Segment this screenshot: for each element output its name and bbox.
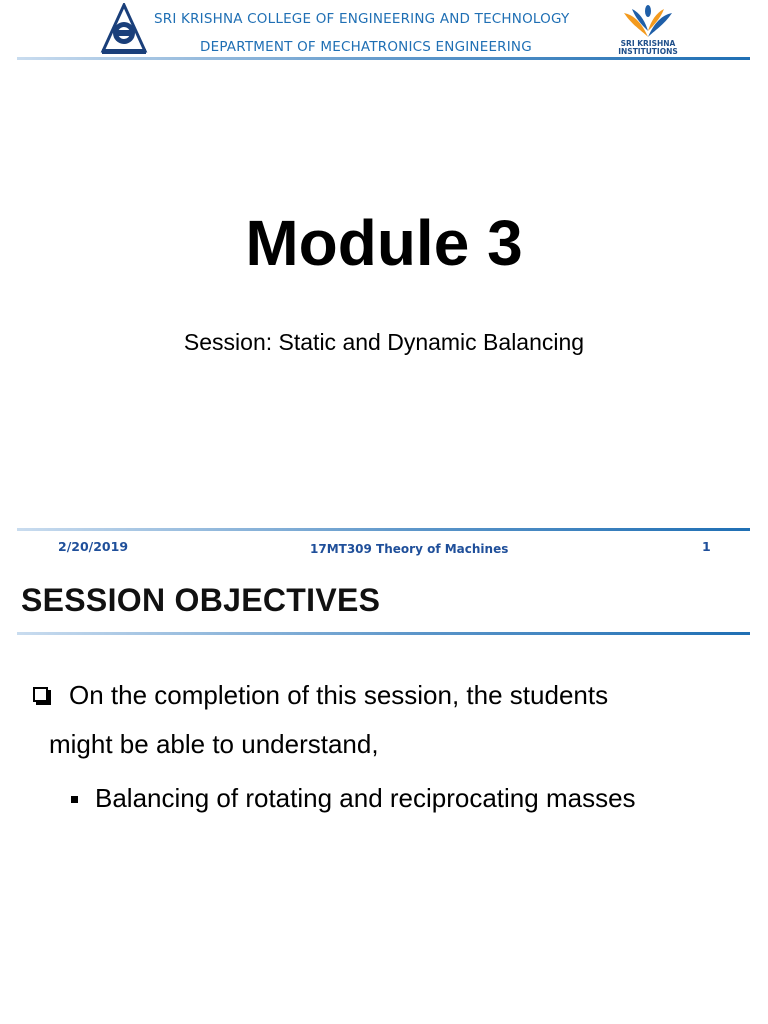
college-name: SRI KRISHNA COLLEGE OF ENGINEERING AND TECHNOLOGY [154, 11, 570, 27]
slide-subtitle: Session: Static and Dynamic Balancing [183, 329, 585, 355]
checkbox-bullet-icon [33, 687, 48, 702]
logo-caption: SRI KRISHNA INSTITUTIONS [618, 39, 678, 56]
header-divider [17, 57, 750, 60]
footer-course: 17MT309 Theory of Machines [310, 542, 509, 556]
college-emblem-icon [100, 3, 148, 56]
footer-page-number: 1 [702, 539, 711, 554]
footer-divider [17, 528, 750, 531]
footer-date: 2/20/2019 [58, 539, 129, 554]
department-name: DEPARTMENT OF MECHATRONICS ENGINEERING [200, 39, 532, 55]
sub-objective-text: Balancing of rotating and reciprocating masses [95, 783, 636, 813]
objective-text-line-1: On the completion of this session, the students [69, 680, 609, 710]
section-heading: SESSION OBJECTIVES [21, 582, 381, 618]
objective-text-line-2: might be able to understand, [49, 729, 379, 759]
slide-title: Module 3 [245, 207, 523, 279]
heading-divider [17, 632, 750, 635]
square-bullet-icon [71, 796, 78, 803]
